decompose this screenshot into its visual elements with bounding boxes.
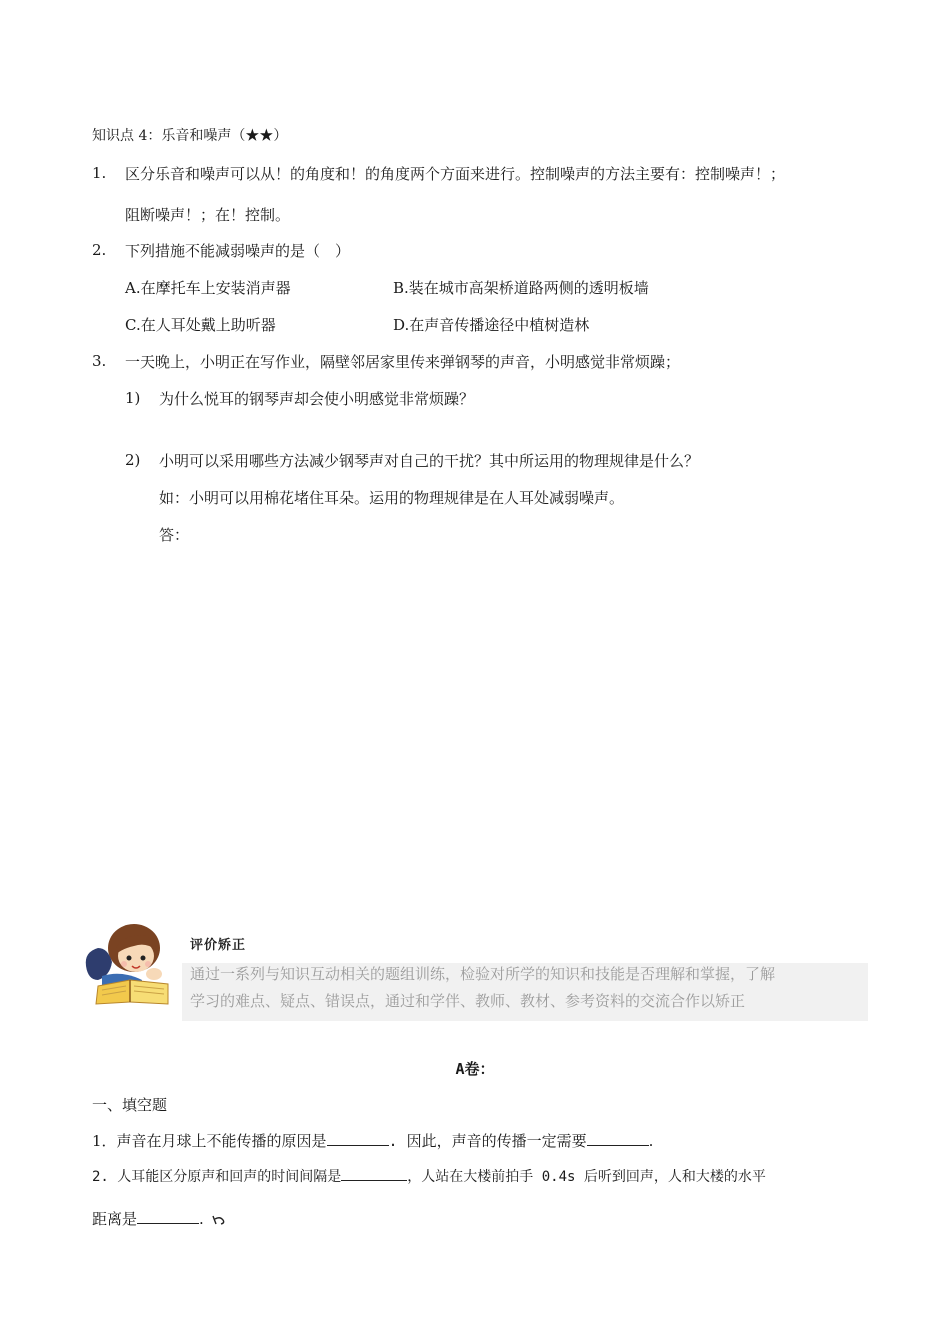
q1-line1: 区分乐音和噪声可以从！的角度和！的角度两个方面来进行。控制噪声的方法主要有：控制噪声！；: [125, 165, 786, 183]
fill2-text-b: ，人站在大楼前拍手 0.4s 后听到回声，人和大楼的水平: [407, 1169, 766, 1185]
q3-sub2: 小明可以采用哪些方法减少钢琴声对自己的干扰？其中所运用的物理规律是什么？: [159, 452, 700, 470]
fill2-text-a: 2. 人耳能区分原声和回声的时间间隔是: [92, 1169, 342, 1185]
q3-sub2-number: 2): [125, 451, 141, 469]
fill2-blank-2[interactable]: [137, 1209, 199, 1224]
banner-text-line2: 学习的难点、疑点、错误点，通过和学伴、教师、教材、参考资料的交流合作以矫正: [190, 992, 746, 1010]
fill-question-1: [92, 1131, 653, 1151]
q3-answer-label: 答：: [159, 526, 190, 544]
q1-number: 1.: [92, 164, 107, 182]
q2-option-b: B.装在城市高架桥道路两侧的透明板墙: [393, 279, 649, 297]
fill-question-2: [92, 1166, 766, 1187]
banner-title: 评价矫正: [190, 938, 247, 953]
q2-option-a: A.在摩托车上安装消声器: [125, 279, 291, 297]
fill2-text-c: 距离是: [92, 1210, 138, 1228]
paper-title: A卷：: [455, 1060, 495, 1078]
fill1-blank-1[interactable]: [327, 1131, 389, 1146]
fill1-text-a: 1．声音在月球上不能传播的原因是: [92, 1132, 327, 1150]
q3-number: 3.: [92, 352, 107, 370]
paragraph-mark-icon: [211, 1214, 227, 1226]
q3-sub1-number: 1): [125, 389, 141, 407]
q2-number: 2.: [92, 241, 107, 259]
reading-girl-illustration: [82, 918, 178, 1006]
q1-line2: 阻断噪声！；在！控制。: [125, 206, 291, 224]
fill1-text-b: . 因此，声音的传播一定需要: [388, 1132, 587, 1150]
banner-text-line1: 通过一系列与知识互动相关的题组训练，检验对所学的知识和技能是否理解和掌握，了解: [190, 965, 776, 983]
q2-stem: 下列措施不能减弱噪声的是（ ）: [125, 242, 351, 260]
q2-option-c: C.在人耳处戴上助听器: [125, 316, 276, 334]
q3-example: 如：小明可以用棉花堵住耳朵。运用的物理规律是在人耳处减弱噪声。: [159, 489, 625, 507]
fill-question-2-cont: [92, 1209, 227, 1229]
part1-heading: 一、填空题: [92, 1096, 168, 1114]
fill1-text-c: .: [648, 1132, 654, 1150]
q3-sub1: 为什么悦耳的钢琴声却会使小明感觉非常烦躁？: [159, 390, 475, 408]
fill1-blank-2[interactable]: [587, 1131, 649, 1146]
fill2-text-d: .: [199, 1210, 204, 1228]
section-heading: 知识点 4：乐音和噪声（★★）: [92, 128, 288, 144]
q3-stem: 一天晚上，小明正在写作业，隔壁邻居家里传来弹钢琴的声音，小明感觉非常烦躁；: [125, 353, 681, 371]
q2-option-d: D.在声音传播途径中植树造林: [393, 316, 590, 334]
fill2-blank-1[interactable]: [341, 1166, 407, 1181]
